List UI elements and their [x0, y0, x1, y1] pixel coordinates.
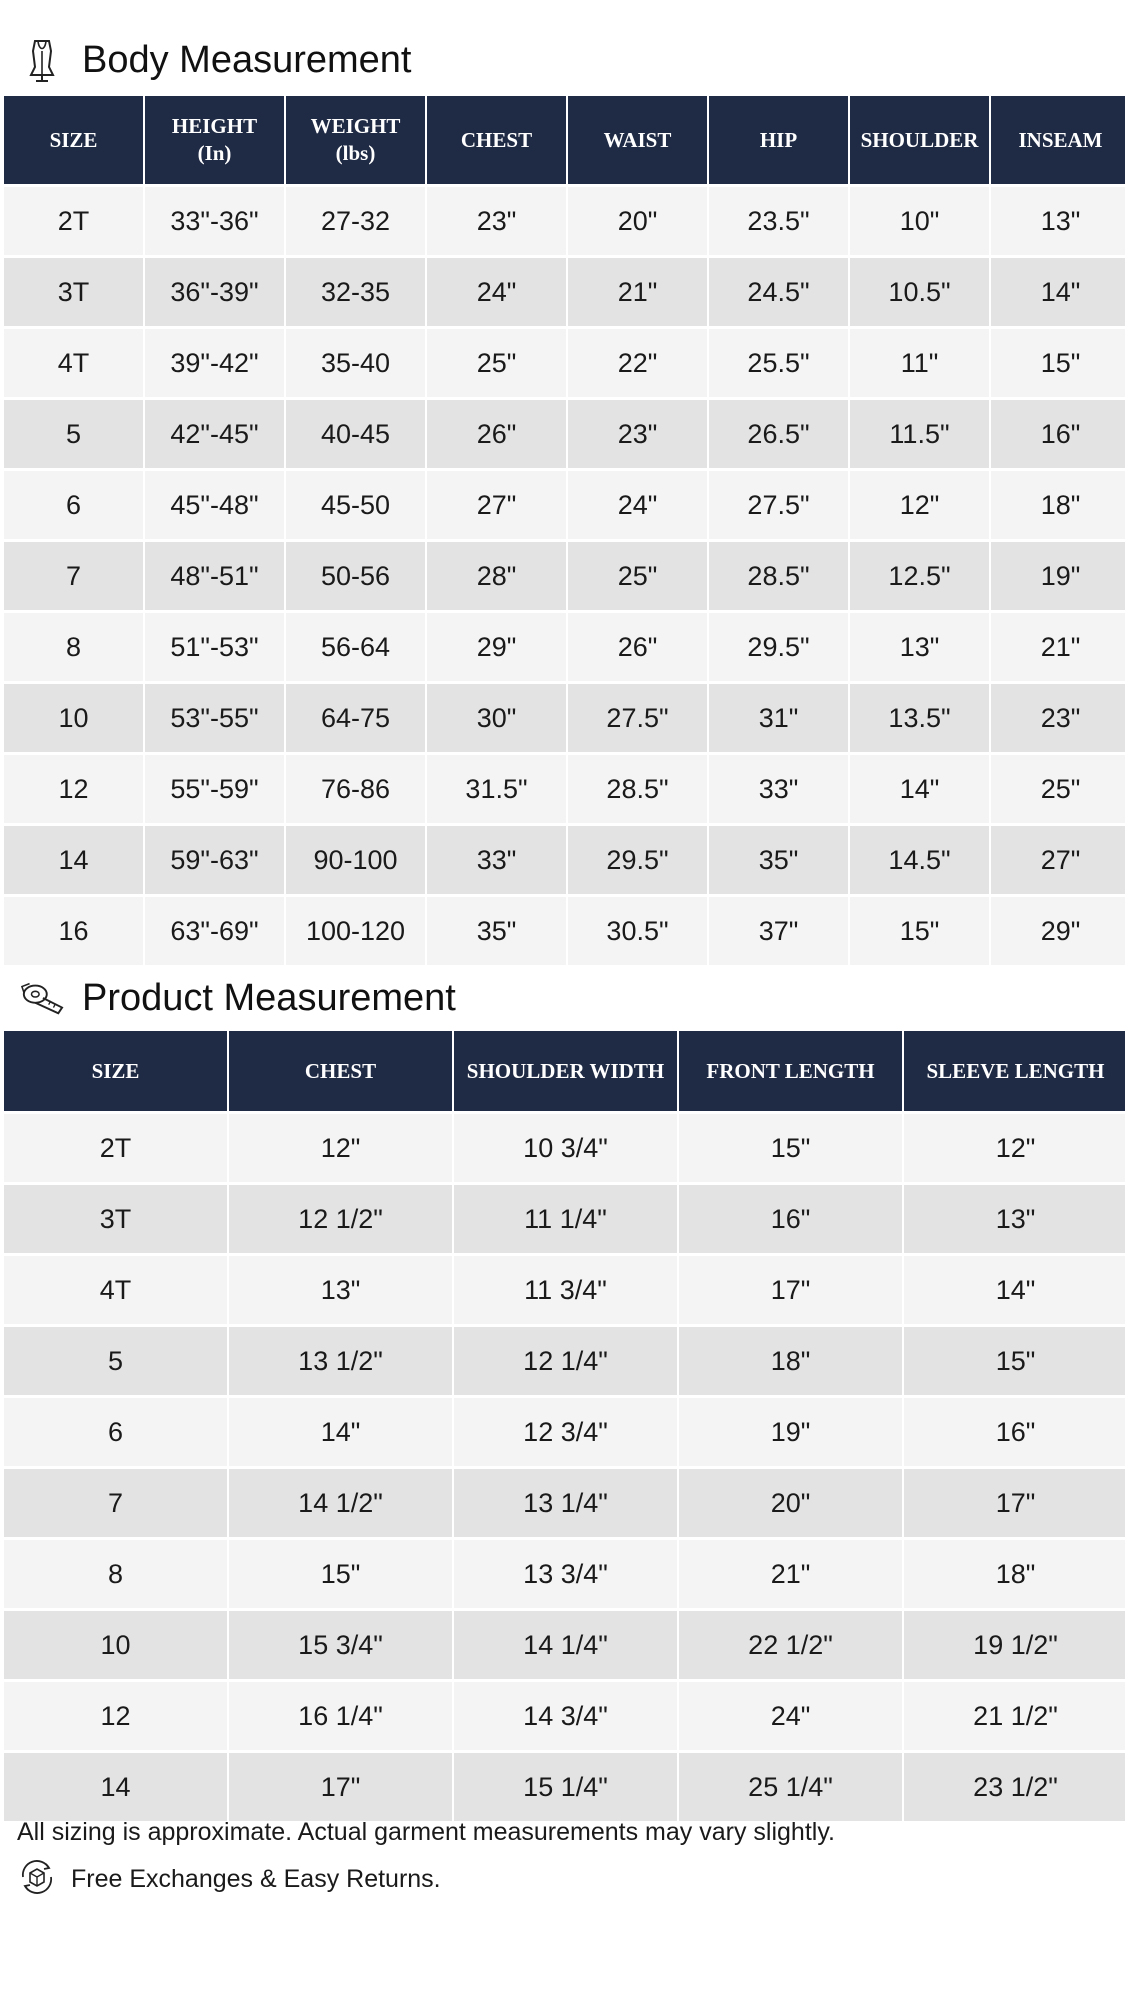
table-row [4, 1750, 1125, 1821]
table-row [4, 1395, 1125, 1466]
table-row [4, 610, 1125, 681]
size-cell: 8 [4, 610, 143, 681]
table-cell: 25 1/4" [679, 1750, 902, 1821]
size-cell: 5 [4, 1324, 227, 1395]
table-cell: 25" [991, 752, 1125, 823]
table-row [4, 1111, 1125, 1182]
table-cell: 23.5" [709, 184, 848, 255]
size-cell: 10 [4, 681, 143, 752]
table-cell: 32-35 [286, 255, 425, 326]
column-header: WAIST [568, 96, 707, 184]
column-header: WEIGHT (lbs) [286, 96, 425, 184]
table-cell: 24" [568, 468, 707, 539]
size-cell: 6 [4, 1395, 227, 1466]
size-cell: 16 [4, 894, 143, 965]
table-cell: 24.5" [709, 255, 848, 326]
table-cell: 63"-69" [145, 894, 284, 965]
table-cell: 23" [991, 681, 1125, 752]
table-header-row [4, 96, 1125, 184]
table-cell: 21" [991, 610, 1125, 681]
table-cell: 56-64 [286, 610, 425, 681]
table-cell: 10 3/4" [454, 1111, 677, 1182]
product-measurement-table [2, 1031, 1125, 1821]
column-header: SLEEVE LENGTH [904, 1031, 1125, 1111]
table-cell: 13" [991, 184, 1125, 255]
table-cell: 31.5" [427, 752, 566, 823]
product-measurement-title [0, 968, 456, 1028]
table-cell: 48"-51" [145, 539, 284, 610]
table-row [4, 1679, 1125, 1750]
table-cell: 27" [991, 823, 1125, 894]
table-cell: 35-40 [286, 326, 425, 397]
table-cell: 45-50 [286, 468, 425, 539]
table-row [4, 681, 1125, 752]
table-cell: 17" [904, 1466, 1125, 1537]
table-cell: 14 3/4" [454, 1679, 677, 1750]
size-cell: 2T [4, 1111, 227, 1182]
table-cell: 33"-36" [145, 184, 284, 255]
table-cell: 11 3/4" [454, 1253, 677, 1324]
column-header: SIZE [4, 1031, 227, 1111]
table-cell: 19" [991, 539, 1125, 610]
table-cell: 15" [904, 1324, 1125, 1395]
table-cell: 12" [904, 1111, 1125, 1182]
table-cell: 64-75 [286, 681, 425, 752]
table-cell: 27-32 [286, 184, 425, 255]
table-row [4, 1537, 1125, 1608]
section-title-label: Product Measurement [82, 976, 456, 1019]
table-cell: 13" [850, 610, 989, 681]
table-cell: 19" [679, 1395, 902, 1466]
size-cell: 5 [4, 397, 143, 468]
size-cell: 4T [4, 326, 143, 397]
table-cell: 27.5" [709, 468, 848, 539]
table-row [4, 468, 1125, 539]
table-row [4, 823, 1125, 894]
table-cell: 11" [850, 326, 989, 397]
table-cell: 18" [679, 1324, 902, 1395]
body-measurement-table [2, 96, 1125, 965]
table-row [4, 1182, 1125, 1253]
table-cell: 28.5" [709, 539, 848, 610]
table-cell: 20" [679, 1466, 902, 1537]
sizing-disclaimer: All sizing is approximate. Actual garment measurements may vary slightly. [17, 1818, 835, 1846]
table-cell: 16" [679, 1182, 902, 1253]
table-cell: 23" [568, 397, 707, 468]
table-cell: 12 1/4" [454, 1324, 677, 1395]
table-cell: 14" [229, 1395, 452, 1466]
size-cell: 7 [4, 1466, 227, 1537]
table-cell: 55"-59" [145, 752, 284, 823]
table-cell: 59"-63" [145, 823, 284, 894]
table-cell: 25" [568, 539, 707, 610]
size-cell: 3T [4, 1182, 227, 1253]
size-cell: 8 [4, 1537, 227, 1608]
table-cell: 15" [229, 1537, 452, 1608]
returns-label: Free Exchanges & Easy Returns. [71, 1864, 441, 1893]
table-cell: 12.5" [850, 539, 989, 610]
table-cell: 23 1/2" [904, 1750, 1125, 1821]
size-cell: 12 [4, 1679, 227, 1750]
table-cell: 13 1/4" [454, 1466, 677, 1537]
table-cell: 12" [229, 1111, 452, 1182]
table-cell: 11 1/4" [454, 1182, 677, 1253]
table-row [4, 1466, 1125, 1537]
table-cell: 10" [850, 184, 989, 255]
size-cell: 4T [4, 1253, 227, 1324]
table-cell: 13" [904, 1182, 1125, 1253]
size-cell: 3T [4, 255, 143, 326]
table-cell: 27.5" [568, 681, 707, 752]
column-header: CHEST [229, 1031, 452, 1111]
table-cell: 21" [679, 1537, 902, 1608]
table-cell: 90-100 [286, 823, 425, 894]
size-cell: 10 [4, 1608, 227, 1679]
column-header: FRONT LENGTH [679, 1031, 902, 1111]
table-cell: 14 1/4" [454, 1608, 677, 1679]
table-cell: 29.5" [709, 610, 848, 681]
table-row [4, 184, 1125, 255]
table-cell: 30.5" [568, 894, 707, 965]
table-cell: 18" [991, 468, 1125, 539]
table-cell: 36"-39" [145, 255, 284, 326]
returns-notice [17, 1858, 441, 1900]
table-cell: 16 1/4" [229, 1679, 452, 1750]
table-cell: 21" [568, 255, 707, 326]
table-row [4, 255, 1125, 326]
dress-form-icon [20, 36, 64, 84]
table-cell: 14 1/2" [229, 1466, 452, 1537]
table-cell: 35" [427, 894, 566, 965]
table-cell: 14" [850, 752, 989, 823]
table-cell: 24" [679, 1679, 902, 1750]
table-cell: 45"-48" [145, 468, 284, 539]
table-cell: 26" [427, 397, 566, 468]
measuring-tape-icon [20, 974, 64, 1022]
table-cell: 12 3/4" [454, 1395, 677, 1466]
table-cell: 21 1/2" [904, 1679, 1125, 1750]
table-cell: 12 1/2" [229, 1182, 452, 1253]
table-cell: 30" [427, 681, 566, 752]
table-cell: 13 1/2" [229, 1324, 452, 1395]
column-header: INSEAM [991, 96, 1125, 184]
column-header: SHOULDER WIDTH [454, 1031, 677, 1111]
table-cell: 12" [850, 468, 989, 539]
table-cell: 24" [427, 255, 566, 326]
column-header: SHOULDER [850, 96, 989, 184]
table-cell: 13.5" [850, 681, 989, 752]
table-cell: 19 1/2" [904, 1608, 1125, 1679]
table-row [4, 539, 1125, 610]
column-header: HIP [709, 96, 848, 184]
table-cell: 14" [904, 1253, 1125, 1324]
column-header: HEIGHT (In) [145, 96, 284, 184]
table-cell: 50-56 [286, 539, 425, 610]
table-header-row [4, 1031, 1125, 1111]
table-cell: 10.5" [850, 255, 989, 326]
table-cell: 23" [427, 184, 566, 255]
table-cell: 42"-45" [145, 397, 284, 468]
table-cell: 16" [991, 397, 1125, 468]
table-cell: 25.5" [709, 326, 848, 397]
table-cell: 76-86 [286, 752, 425, 823]
table-cell: 51"-53" [145, 610, 284, 681]
table-cell: 33" [709, 752, 848, 823]
table-cell: 26" [568, 610, 707, 681]
table-cell: 17" [229, 1750, 452, 1821]
size-cell: 6 [4, 468, 143, 539]
table-cell: 22 1/2" [679, 1608, 902, 1679]
table-cell: 25" [427, 326, 566, 397]
table-cell: 13" [229, 1253, 452, 1324]
table-cell: 29" [427, 610, 566, 681]
table-cell: 14" [991, 255, 1125, 326]
table-cell: 35" [709, 823, 848, 894]
table-row [4, 1324, 1125, 1395]
table-cell: 15 3/4" [229, 1608, 452, 1679]
table-row [4, 326, 1125, 397]
table-row [4, 1608, 1125, 1679]
table-cell: 28" [427, 539, 566, 610]
table-cell: 28.5" [568, 752, 707, 823]
table-cell: 15 1/4" [454, 1750, 677, 1821]
table-cell: 15" [991, 326, 1125, 397]
table-cell: 17" [679, 1253, 902, 1324]
table-cell: 15" [850, 894, 989, 965]
table-cell: 40-45 [286, 397, 425, 468]
table-cell: 15" [679, 1111, 902, 1182]
table-cell: 16" [904, 1395, 1125, 1466]
table-cell: 27" [427, 468, 566, 539]
table-cell: 37" [709, 894, 848, 965]
size-cell: 12 [4, 752, 143, 823]
table-row [4, 752, 1125, 823]
table-cell: 39"-42" [145, 326, 284, 397]
size-cell: 14 [4, 823, 143, 894]
table-cell: 13 3/4" [454, 1537, 677, 1608]
table-cell: 20" [568, 184, 707, 255]
table-cell: 29" [991, 894, 1125, 965]
body-measurement-title [0, 30, 412, 90]
table-cell: 100-120 [286, 894, 425, 965]
table-cell: 22" [568, 326, 707, 397]
table-cell: 29.5" [568, 823, 707, 894]
table-row [4, 1253, 1125, 1324]
section-title-label: Body Measurement [82, 38, 412, 81]
size-cell: 7 [4, 539, 143, 610]
table-cell: 33" [427, 823, 566, 894]
column-header: SIZE [4, 96, 143, 184]
box-exchange-icon [17, 1857, 57, 1902]
table-cell: 53"-55" [145, 681, 284, 752]
size-cell: 14 [4, 1750, 227, 1821]
table-cell: 18" [904, 1537, 1125, 1608]
column-header: CHEST [427, 96, 566, 184]
table-row [4, 397, 1125, 468]
table-row [4, 894, 1125, 965]
table-cell: 14.5" [850, 823, 989, 894]
table-cell: 26.5" [709, 397, 848, 468]
table-cell: 11.5" [850, 397, 989, 468]
table-cell: 31" [709, 681, 848, 752]
size-cell: 2T [4, 184, 143, 255]
